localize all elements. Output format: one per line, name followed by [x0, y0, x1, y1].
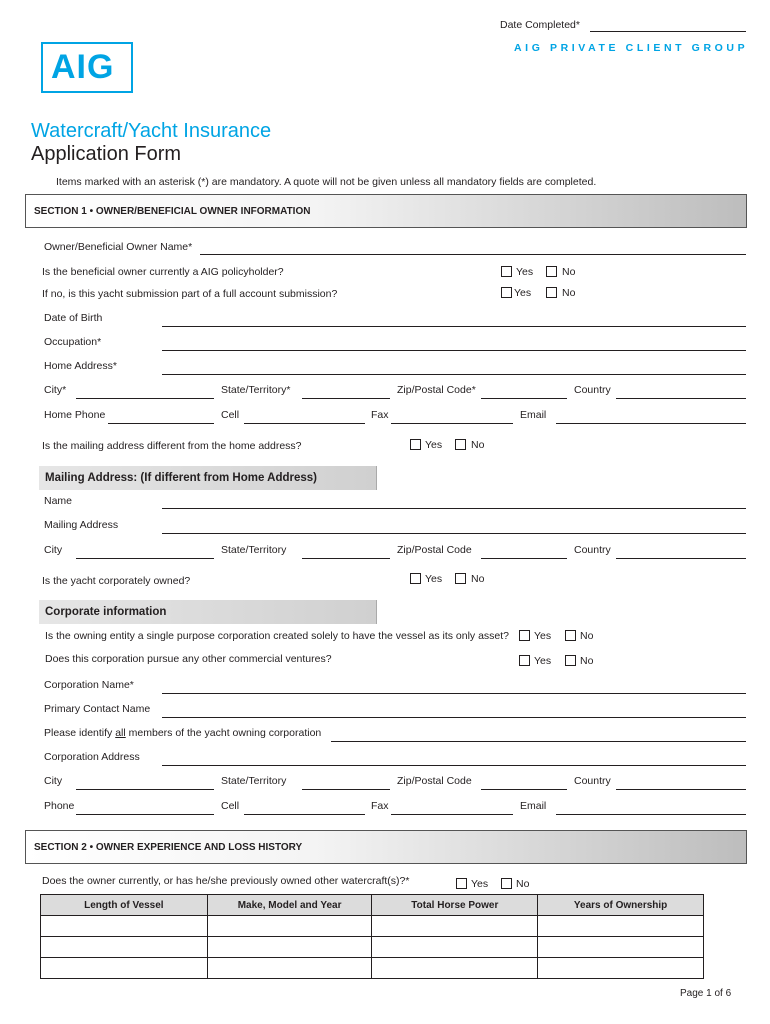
corp-zip-field[interactable] [481, 789, 567, 790]
mailing-different-yes-checkbox[interactable] [410, 439, 421, 450]
commercial-ventures-question: Does this corporation pursue any other commercial ventures? [45, 653, 332, 665]
mailing-country-label: Country [574, 544, 611, 556]
mailing-different-no-checkbox[interactable] [455, 439, 466, 450]
owned-watercraft-yes-checkbox[interactable] [456, 878, 467, 889]
table-cell[interactable] [372, 916, 538, 937]
mailing-country-field[interactable] [616, 558, 746, 559]
members-label-post: members of the yacht owning corporation [125, 727, 322, 739]
policyholder-yes-label: Yes [516, 266, 534, 278]
dob-label: Date of Birth [44, 312, 103, 324]
mailing-name-label: Name [44, 495, 73, 507]
corp-zip-label: Zip/Postal Code [397, 775, 472, 787]
corporate-info-title: Corporate information [45, 606, 167, 618]
group-name: AIG PRIVATE CLIENT GROUP [514, 42, 749, 54]
corp-country-label: Country [574, 775, 611, 787]
corp-cell-field[interactable] [244, 814, 365, 815]
cell-label: Cell [221, 409, 240, 421]
country-label: Country [574, 384, 611, 396]
date-completed-label: Date Completed* [500, 19, 580, 31]
mandatory-notice: Items marked with an asterisk (*) are mandatory. A quote will not be given unless all mandatory fields are completed. [56, 176, 597, 188]
submission-question: If no, is this yacht submission part of a full account submission? [42, 288, 338, 300]
cell-field[interactable] [244, 423, 365, 424]
submission-yes-checkbox[interactable] [501, 287, 512, 298]
fax-label: Fax [371, 409, 389, 421]
submission-yes-label: Yes [514, 287, 532, 299]
page-number: Page 1 of 6 [680, 988, 732, 999]
email-label: Email [520, 409, 547, 421]
corp-state-field[interactable] [302, 789, 390, 790]
table-cell[interactable] [372, 958, 538, 979]
mailing-different-question: Is the mailing address different from the home address? [42, 440, 302, 452]
corp-city-field[interactable] [76, 789, 214, 790]
corporately-owned-yes-label: Yes [425, 573, 443, 585]
corp-cell-label: Cell [221, 800, 240, 812]
mailing-city-label: City [44, 544, 63, 556]
aig-logo [41, 42, 133, 93]
owned-watercraft-no-checkbox[interactable] [501, 878, 512, 889]
table-cell[interactable] [41, 937, 208, 958]
primary-contact-field[interactable] [162, 717, 746, 718]
table-cell[interactable] [207, 958, 372, 979]
table-cell[interactable] [41, 958, 208, 979]
section-2-header [25, 830, 747, 864]
fax-field[interactable] [391, 423, 513, 424]
vessel-history-table [40, 894, 704, 979]
mailing-state-label: State/Territory [221, 544, 287, 556]
corp-name-label: Corporation Name* [44, 679, 134, 691]
owner-name-field[interactable] [200, 254, 746, 255]
mailing-city-field[interactable] [76, 558, 214, 559]
corporately-owned-yes-checkbox[interactable] [410, 573, 421, 584]
zip-field[interactable] [481, 398, 567, 399]
col-length-of-vessel: Length of Vessel [41, 895, 208, 916]
owned-watercraft-no-label: No [516, 878, 530, 890]
form-subtitle: Application Form [31, 143, 182, 165]
section-1-title: SECTION 1 • OWNER/BENEFICIAL OWNER INFORMATION [34, 206, 311, 217]
aig-logo-text: AIG [51, 48, 115, 86]
mailing-zip-field[interactable] [481, 558, 567, 559]
corporate-info-header [39, 600, 377, 624]
form-title: Watercraft/Yacht Insurance [31, 120, 272, 142]
table-cell[interactable] [41, 916, 208, 937]
owned-watercraft-question: Does the owner currently, or has he/she previously owned other watercraft(s)?* [42, 875, 410, 887]
policyholder-question: Is the beneficial owner currently a AIG policyholder? [42, 266, 284, 278]
table-cell[interactable] [207, 916, 372, 937]
table-row [41, 916, 704, 937]
mailing-address-label: Mailing Address [44, 519, 119, 531]
corp-phone-field[interactable] [76, 814, 214, 815]
home-address-label: Home Address* [44, 360, 117, 372]
table-row [41, 937, 704, 958]
single-purpose-yes-label: Yes [534, 630, 552, 642]
owner-name-label: Owner/Beneficial Owner Name* [44, 241, 193, 253]
home-phone-field[interactable] [108, 423, 214, 424]
table-cell[interactable] [538, 958, 704, 979]
mailing-state-field[interactable] [302, 558, 390, 559]
table-cell[interactable] [538, 916, 704, 937]
corp-city-label: City [44, 775, 63, 787]
city-label: City* [44, 384, 67, 396]
mailing-zip-label: Zip/Postal Code [397, 544, 472, 556]
mailing-different-no-label: No [471, 439, 485, 451]
members-label-all: all [115, 727, 126, 739]
single-purpose-no-checkbox[interactable] [565, 630, 576, 641]
corp-fax-field[interactable] [391, 814, 513, 815]
corp-name-field[interactable] [162, 693, 746, 694]
mailing-address-field[interactable] [162, 533, 746, 534]
corporately-owned-question: Is the yacht corporately owned? [42, 575, 191, 587]
corp-phone-label: Phone [44, 800, 75, 812]
commercial-ventures-yes-label: Yes [534, 655, 552, 667]
table-cell[interactable] [207, 937, 372, 958]
occupation-field[interactable] [162, 350, 746, 351]
policyholder-no-label: No [562, 266, 576, 278]
members-field[interactable] [331, 741, 746, 742]
corp-email-label: Email [520, 800, 547, 812]
table-cell[interactable] [372, 937, 538, 958]
corp-country-field[interactable] [616, 789, 746, 790]
policyholder-yes-checkbox[interactable] [501, 266, 512, 277]
section-2-title: SECTION 2 • OWNER EXPERIENCE AND LOSS HISTORY [34, 842, 303, 853]
corp-state-label: State/Territory [221, 775, 287, 787]
corp-address-field[interactable] [162, 765, 746, 766]
mailing-different-yes-label: Yes [425, 439, 443, 451]
zip-label: Zip/Postal Code* [397, 384, 476, 396]
date-completed-field[interactable] [590, 31, 746, 32]
home-phone-label: Home Phone [44, 409, 106, 421]
section-1-header [25, 194, 747, 228]
single-purpose-no-label: No [580, 630, 594, 642]
mailing-address-header [39, 466, 377, 490]
col-total-horse-power: Total Horse Power [372, 895, 538, 916]
members-label-pre: Please identify [44, 727, 116, 739]
occupation-label: Occupation* [44, 336, 102, 348]
corporately-owned-no-checkbox[interactable] [455, 573, 466, 584]
mailing-name-field[interactable] [162, 508, 746, 509]
dob-field[interactable] [162, 326, 746, 327]
state-field[interactable] [302, 398, 390, 399]
col-years-of-ownership: Years of Ownership [538, 895, 704, 916]
country-field[interactable] [616, 398, 746, 399]
corporately-owned-no-label: No [471, 573, 485, 585]
single-purpose-question: Is the owning entity a single purpose corporation created solely to have the vessel as its only asset? [45, 630, 510, 642]
submission-no-checkbox[interactable] [546, 287, 557, 298]
corp-address-label: Corporation Address [44, 751, 140, 763]
submission-no-label: No [562, 287, 576, 299]
table-row [41, 958, 704, 979]
commercial-ventures-no-label: No [580, 655, 594, 667]
table-cell[interactable] [538, 937, 704, 958]
mailing-address-title: Mailing Address: (If different from Home Address) [45, 472, 317, 484]
policyholder-no-checkbox[interactable] [546, 266, 557, 277]
state-label: State/Territory* [221, 384, 291, 396]
members-label [44, 728, 321, 739]
home-address-field[interactable] [162, 374, 746, 375]
commercial-ventures-no-checkbox[interactable] [565, 655, 576, 666]
table-header-row [41, 895, 704, 916]
single-purpose-yes-checkbox[interactable] [519, 630, 530, 641]
corp-email-field[interactable] [556, 814, 746, 815]
city-field[interactable] [76, 398, 214, 399]
email-field[interactable] [556, 423, 746, 424]
corp-fax-label: Fax [371, 800, 389, 812]
commercial-ventures-yes-checkbox[interactable] [519, 655, 530, 666]
col-make-model-year: Make, Model and Year [207, 895, 372, 916]
owned-watercraft-yes-label: Yes [471, 878, 489, 890]
primary-contact-label: Primary Contact Name [44, 703, 151, 715]
